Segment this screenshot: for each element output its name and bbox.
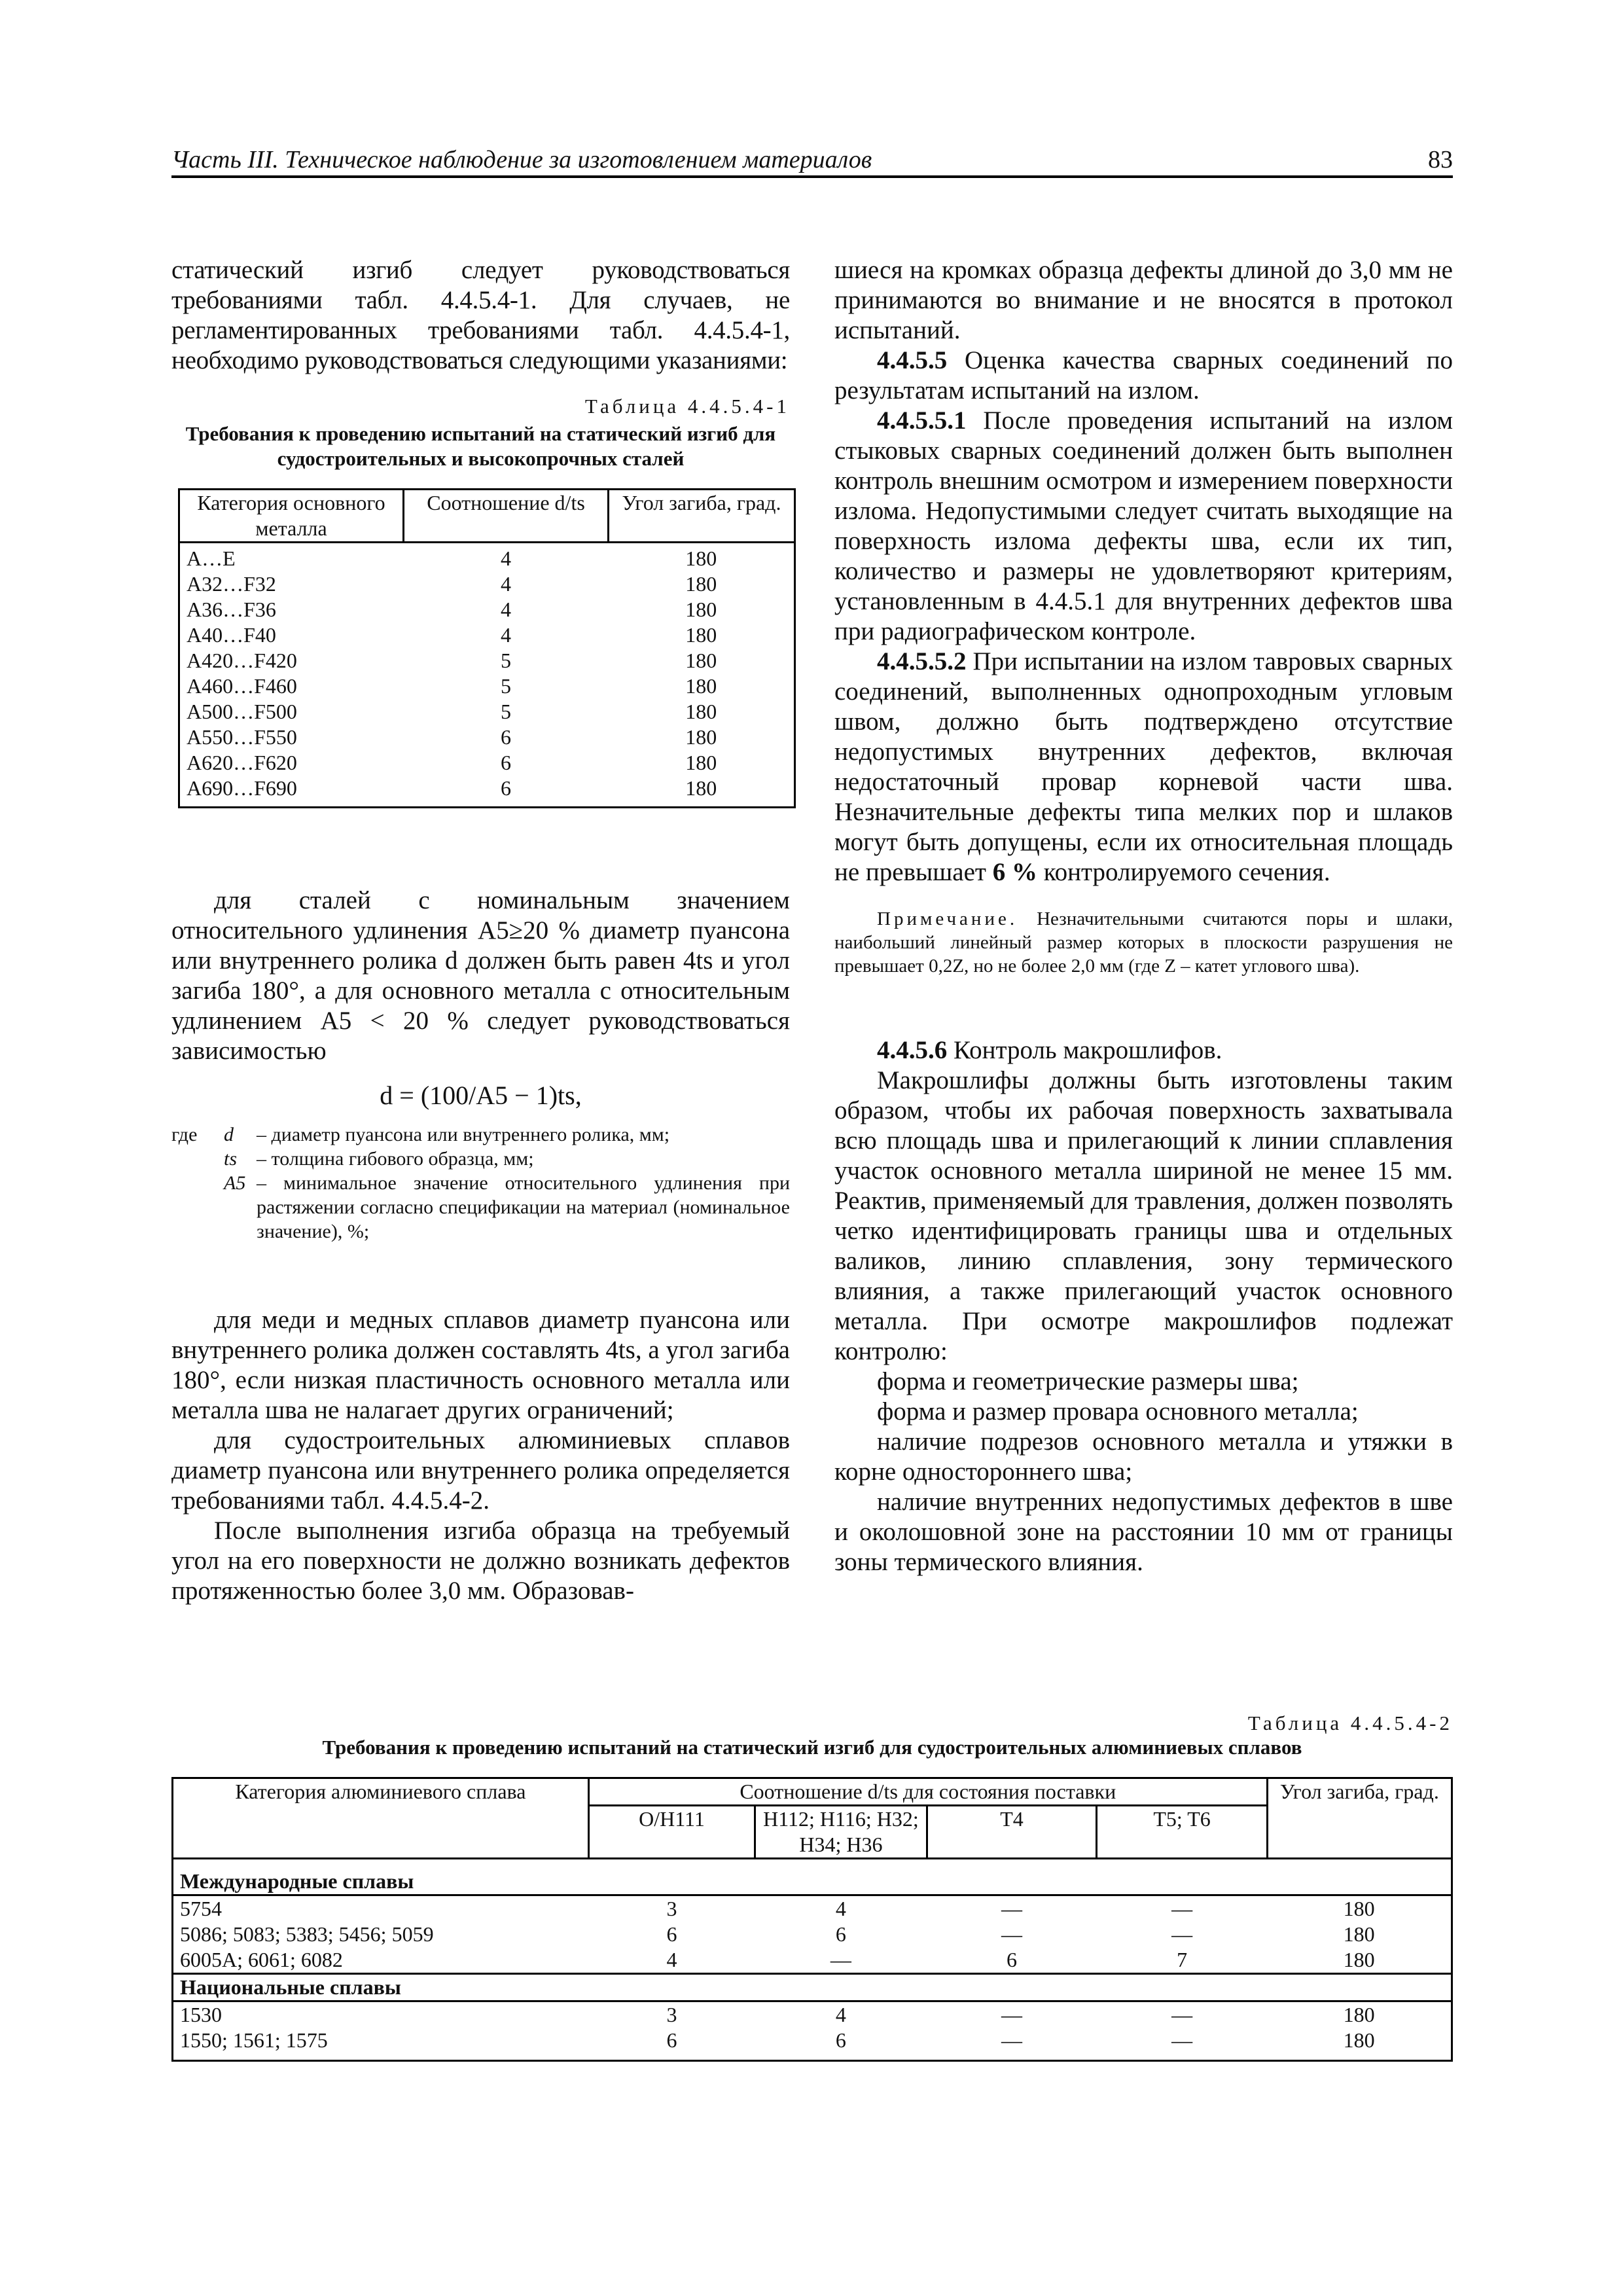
table2-cell-alloy: 1550; 1561; 1575 <box>180 2028 328 2052</box>
section-number: 4.4.5.6 <box>877 1036 948 1064</box>
after-bend-paragraph: После выполнения изгиба образца на требуемый угол на его поверхности не должно возникать дефектов протяженностью более 3,0 мм. Образовав- <box>171 1516 790 1605</box>
section-paragraph: После проведения испытаний на излом стыковых сварных соединений должен быть выполнен контроль внешним осмотром и измерением поверхности излома. Недопустимыми следует считать выходящие на поверхность излома дефекты шва, если их тип, количество и размеры не удовлетворяют критериям, установленным в 4.4.5.1 для внутренних дефектов шва при радиографическом контроле. <box>834 406 1453 645</box>
table2-subheader: T5; T6 <box>1097 1806 1267 1859</box>
table1-cell-category: A32…F32 <box>187 572 276 596</box>
section-paragraph: При испытании на излом тавровых сварных соединений, выполненных однопроходным угловым швом, должно быть подтверждено отсутствие недопустимых внутренних дефектов, включая недостаточный провар корневой части шва. Незначительные дефекты типа мелких пор и шлаков могут быть допущены, если их относительная площадь не превышает <box>834 647 1453 886</box>
table1-cell-category: A690…F690 <box>187 776 297 800</box>
table1-cell-angle: 180 <box>685 776 717 800</box>
table2-header: Угол загиба, град. <box>1267 1778 1452 1859</box>
continued-paragraph: шиеся на кромках образца дефекты длиной до 3,0 мм не принимаются во внимание и не вносятся в протокол испытаний. <box>834 256 1453 344</box>
page-number: 83 <box>1428 146 1453 173</box>
table1-cell-angle: 180 <box>685 700 717 723</box>
table2-cell-value: 6 <box>666 2028 677 2052</box>
definition-text: – диаметр пуансона или внутреннего ролика, мм; <box>257 1124 670 1145</box>
table2-cell-value: 7 <box>1177 1948 1188 1971</box>
table1-cell-ratio: 5 <box>501 649 511 672</box>
aluminium-paragraph: для судостроительных алюминиевых сплавов диаметр пуансона или внутреннего ролика определяется требованиями табл. 4.4.5.4-2. <box>171 1426 790 1515</box>
table2-cell-value: 4 <box>835 1897 846 1920</box>
table2-cell-value: — <box>1001 1897 1023 1920</box>
running-title: Часть III. Техническое наблюдение за изготовлением материалов <box>171 146 872 173</box>
table1-cell-angle: 180 <box>685 572 717 596</box>
table1-cell-ratio: 6 <box>501 725 511 749</box>
table1-cell-ratio: 5 <box>501 674 511 698</box>
definition-text: – минимальное значение относительного удлинения при растяжении согласно спецификации на материал (номинальное значение), %; <box>257 1172 790 1242</box>
table2-group-label: Национальные сплавы <box>180 1975 401 1999</box>
table1-header: Соотношение d/ts <box>404 490 609 543</box>
table1-cell-ratio: 6 <box>501 751 511 774</box>
table2-caption: Таблица 4.4.5.4-2 <box>1247 1712 1453 1734</box>
copper-paragraph: для меди и медных сплавов диаметр пуансона или внутреннего ролика должен составлять 4ts, а угол загиба 180°, если низкая пластичность основного металла или металла шва не налагает других ограничений; <box>171 1306 790 1424</box>
table1 <box>178 488 796 808</box>
table1-cell-angle: 180 <box>685 547 717 570</box>
table2-cell-value: — <box>1171 1922 1193 1946</box>
table2-cell-value: 6 <box>835 1922 846 1946</box>
table1-cell-category: A36…F36 <box>187 598 276 621</box>
table1-cell-angle: 180 <box>685 649 717 672</box>
table2-cell-value: 6 <box>666 1922 677 1946</box>
table2-cell-value: 3 <box>666 1897 677 1920</box>
table2-row <box>173 1922 1452 1947</box>
table2-cell-value: — <box>1171 2003 1193 2026</box>
right-column <box>834 255 1453 1577</box>
list-item: наличие внутренних недопустимых дефектов в шве и околошовной зоне на расстоянии 10 мм от границы зоны термического влияния. <box>834 1488 1453 1576</box>
section-number: 4.4.5.5.2 <box>877 647 967 675</box>
table2-header: Соотношение d/ts для состояния поставки <box>588 1778 1267 1806</box>
table1-cell-ratio: 4 <box>501 598 511 621</box>
table1-header: Угол загиба, град. <box>609 490 795 543</box>
table1-cell-angle: 180 <box>685 725 717 749</box>
intro-paragraph: статический изгиб следует руководствоваться требованиями табл. 4.4.5.4-1. Для случаев, не регламентированных требованиями табл. 4.4.5.4-1, необходимо руководствоваться следующими указаниями: <box>171 256 790 374</box>
table1-row <box>179 725 795 750</box>
table2-cell-value: — <box>1001 2028 1023 2052</box>
table2-row <box>173 1895 1452 1922</box>
table1-cell-angle: 180 <box>685 623 717 647</box>
table1-cell-category: A550…F550 <box>187 725 297 749</box>
table2-cell-value: 180 <box>1343 1897 1375 1920</box>
table1-row <box>179 546 795 571</box>
table2-cell-value: — <box>1001 1922 1023 1946</box>
table2-subheader: O/H111 <box>588 1806 755 1859</box>
table2-cell-value: 180 <box>1343 2028 1375 2052</box>
note-text: Незначительными считаются поры и шлаки, наибольший линейный размер которых в плоскости разрушения не превышает 0,2Z, но не более 2,0 мм (где Z – катет углового шва). <box>834 908 1454 977</box>
definition-symbol: d <box>224 1124 234 1145</box>
table2-title: Требования к проведению испытаний на статический изгиб для судостроительных алюминиевых сплавов <box>322 1736 1302 1759</box>
list-item: форма и размер провара основного металла; <box>877 1397 1359 1426</box>
steel-paragraph: для сталей с номинальным значением относительного удлинения A5≥20 % диаметр пуансона или внутреннего ролика d должен быть равен 4ts и угол загиба 180°, а для основного металла с относительным удлинением A5 < 20 % следует руководствоваться зависимостью <box>171 886 790 1065</box>
table2-row <box>173 2001 1452 2028</box>
section-number: 4.4.5.5.1 <box>877 406 967 435</box>
table2-cell-value: 6 <box>835 2028 846 2052</box>
running-header <box>171 143 1453 178</box>
table1-row <box>179 750 795 776</box>
table1-row <box>179 648 795 673</box>
table1-cell-category: A40…F40 <box>187 623 276 647</box>
list-item: наличие подрезов основного металла и утяжки в корне одностороннего шва; <box>834 1427 1453 1486</box>
table1-cell-category: A620…F620 <box>187 751 297 774</box>
formula-definitions <box>171 1122 790 1244</box>
table1-header: Категория основного металла <box>179 490 404 543</box>
table2-cell-value: 180 <box>1343 2003 1375 2026</box>
note <box>834 907 1453 978</box>
table1-cell-angle: 180 <box>685 751 717 774</box>
table2-group-label: Международные сплавы <box>180 1869 414 1893</box>
where-label: где <box>171 1124 198 1145</box>
table2-row <box>173 1947 1452 1974</box>
table2-cell-alloy: 6005A; 6061; 6082 <box>180 1948 343 1971</box>
section-paragraph-end: контролируемого сечения. <box>1043 858 1330 886</box>
table2-header: Категория алюминиевого сплава <box>173 1778 589 1859</box>
table1-cell-ratio: 4 <box>501 572 511 596</box>
table1-cell-category: A460…F460 <box>187 674 297 698</box>
bend-formula: d = (100/A5 − 1)ts, <box>380 1081 582 1110</box>
table1-cell-ratio: 5 <box>501 700 511 723</box>
note-label: Примечание. <box>877 908 1018 929</box>
table1-cell-category: A500…F500 <box>187 700 297 723</box>
definition-text: – толщина гибового образца, мм; <box>257 1148 534 1170</box>
table2-cell-value: 4 <box>835 2003 846 2026</box>
table1-cell-ratio: 4 <box>501 623 511 647</box>
table1-cell-ratio: 6 <box>501 776 511 800</box>
left-column <box>171 255 790 1606</box>
table2-cell-value: 3 <box>666 2003 677 2026</box>
table2-subheader: T4 <box>927 1806 1097 1859</box>
section-number: 4.4.5.5 <box>877 346 948 374</box>
table2-cell-alloy: 5086; 5083; 5383; 5456; 5059 <box>180 1922 434 1946</box>
table1-cell-category: A420…F420 <box>187 649 297 672</box>
definition-symbol: A5 <box>224 1172 246 1194</box>
section-heading: Контроль макрошлифов. <box>954 1036 1222 1064</box>
table2-cell-value: — <box>1171 2028 1193 2052</box>
list-item: форма и геометрические размеры шва; <box>877 1367 1299 1395</box>
table2-subheader: H112; H116; H32; H34; H36 <box>755 1806 927 1859</box>
table2-cell-alloy: 1530 <box>180 2003 222 2026</box>
table2-row <box>173 2028 1452 2053</box>
table1-cell-angle: 180 <box>685 674 717 698</box>
table2 <box>171 1777 1453 2062</box>
table2-section <box>171 1712 1453 2062</box>
macro-paragraph: Макрошлифы должны быть изготовлены таким образом, чтобы их рабочая поверхность захватывала всю площадь шва и прилегающий к линии сплавления участок основного металла шириной не менее 15 мм. Реактив, применяемый для травления, должен позволять четко идентифицировать границы шва и отдельных валиков, линию сплавления, зону термического влияния, а также прилегающий участок основного металла. При осмотре макрошлифов подлежат контролю: <box>834 1066 1453 1365</box>
table1-row <box>179 673 795 699</box>
table1-row <box>179 699 795 725</box>
table2-cell-value: 180 <box>1343 1922 1375 1946</box>
table1-cell-angle: 180 <box>685 598 717 621</box>
table2-cell-value: — <box>1171 1897 1193 1920</box>
table1-row <box>179 597 795 622</box>
table1-row <box>179 571 795 597</box>
table1-caption: Таблица 4.4.5.4-1 <box>584 395 790 418</box>
table2-cell-value: — <box>1001 2003 1023 2026</box>
table2-cell-value: 6 <box>1007 1948 1018 1971</box>
table1-cell-category: A…E <box>187 547 236 570</box>
table2-cell-value: 180 <box>1343 1948 1375 1971</box>
table2-cell-alloy: 5754 <box>180 1897 222 1920</box>
table1-row <box>179 776 795 801</box>
table1-title: Требования к проведению испытаний на статический изгиб для судостроительных и высокопрочных сталей <box>185 422 776 470</box>
bold-value: 6 % <box>992 858 1037 886</box>
table2-cell-value: 4 <box>666 1948 677 1971</box>
table1-row <box>179 622 795 648</box>
table2-cell-value: — <box>830 1948 851 1971</box>
section-heading: Оценка качества сварных соединений по результатам испытаний на излом. <box>834 346 1453 404</box>
definition-symbol: ts <box>224 1148 238 1170</box>
table1-cell-ratio: 4 <box>501 547 511 570</box>
